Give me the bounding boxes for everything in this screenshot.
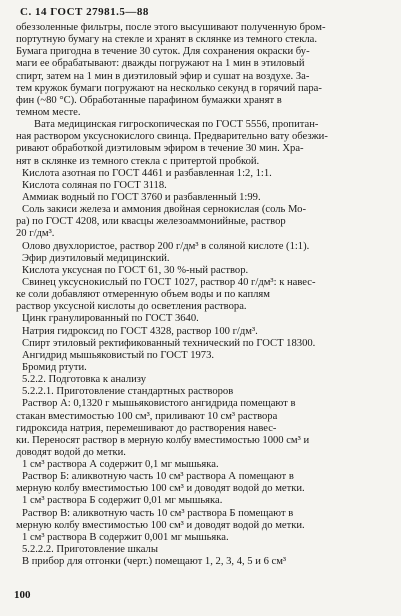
text-line: доводят водой до метки. bbox=[16, 446, 126, 458]
text-line: раствор уксусной кислоты до осветления раствора. bbox=[16, 301, 247, 313]
text-line: спирт, затем на 1 мин в диэтиловый эфир и сушат на воздухе. За- bbox=[16, 70, 310, 82]
text-line: Кислота соляная по ГОСТ 3118. bbox=[22, 179, 167, 191]
document-body bbox=[16, 22, 388, 568]
text-line: 5.2.2. Подготовка к анализу bbox=[22, 374, 147, 386]
text-line: Олово двухлористое, раствор 200 г/дм³ в соляной кислоте (1:1). bbox=[22, 240, 310, 252]
text-line: ривают обработкой диэтиловым эфиром в течение 30 мин. Хра- bbox=[16, 143, 304, 155]
text-line: Спирт этиловый ректификованный технический по ГОСТ 18300. bbox=[22, 337, 316, 349]
text-line: маги ее обрабатывают: дважды погружают на 1 мин в этиловый bbox=[16, 58, 305, 70]
text-line: ная раствором уксуснокислого свинца. Предварительно вату обезжи- bbox=[16, 131, 328, 143]
text-line: мерную колбу вместимостью 100 см³ и доводят водой до метки. bbox=[16, 483, 305, 495]
text-line: 20 г/дм³. bbox=[16, 228, 55, 240]
text-line: Кислота уксусная по ГОСТ 61, 30 %-ный раствор. bbox=[22, 264, 249, 276]
text-line: Аммиак водный по ГОСТ 3760 и разбавленный 1:99. bbox=[22, 191, 261, 203]
text-line: ки. Переносят раствор в мерную колбу вместимостью 1000 см³ и bbox=[16, 434, 310, 446]
text-line: гидроксида натрия, перемешивают до растворения навес- bbox=[16, 422, 277, 434]
text-line: ке соли добавляют отмеренную объем воды и по каплям bbox=[16, 289, 270, 301]
text-line: Натрия гидроксид по ГОСТ 4328, раствор 100 г/дм³. bbox=[22, 325, 258, 337]
text-line: Ангидрид мышьяковистый по ГОСТ 1973. bbox=[22, 349, 215, 361]
text-line: тем кружок бумаги погружают на несколько секунд в горячий пара- bbox=[16, 82, 322, 94]
text-line: Цинк гранулированный по ГОСТ 3640. bbox=[22, 313, 199, 325]
text-line: ра) по ГОСТ 4208, или квасцы железоаммонийные, раствор bbox=[16, 216, 286, 228]
text-line: 5.2.2.2. Приготовление шкалы bbox=[22, 544, 158, 556]
text-line: обеззоленные фильтры, после этого высушивают полученную бром- bbox=[16, 22, 326, 33]
text-line: портутную бумагу на стекле и хранят в склянке из темного стекла. bbox=[16, 34, 318, 46]
text-line: Кислота азотная по ГОСТ 4461 и разбавленная 1:2, 1:1. bbox=[22, 167, 272, 179]
text-line: стакан вместимостью 100 см³, приливают 10 см³ раствора bbox=[16, 410, 278, 422]
text-line: Соль закиси железа и аммония двойная сернокислая (соль Мо- bbox=[22, 204, 306, 216]
text-line: Раствор Б: аликвотную часть 10 см³ раствора А помещают в bbox=[22, 471, 294, 483]
text-line: фин (~80 °С). Обработанные парафином бумажки хранят в bbox=[16, 94, 282, 106]
text-line: нят в склянке из темного стекла с притертой пробкой. bbox=[16, 155, 260, 167]
text-line: 5.2.2.1. Приготовление стандартных растворов bbox=[22, 386, 234, 398]
text-line: Эфир диэтиловый медицинский. bbox=[22, 252, 170, 264]
text-line: мерную колбу вместимостью 100 см³ и доводят водой до метки. bbox=[16, 519, 305, 531]
text-line: 1 см³ раствора В содержит 0,001 мг мышьяка. bbox=[22, 531, 229, 543]
text-line: 1 см³ раствора Б содержит 0,01 мг мышьяка. bbox=[22, 495, 223, 507]
page-header: С. 14 ГОСТ 27981.5—88 bbox=[20, 6, 149, 18]
text-line: В прибор для отгонки (черт.) помещают 1, 2, 3, 4, 5 и 6 см³ bbox=[22, 556, 287, 568]
text-line: Вата медицинская гигроскопическая по ГОСТ 5556, пропитан- bbox=[34, 119, 319, 131]
text-line: темном месте. bbox=[16, 106, 81, 118]
text-line: 1 см³ раствора А содержит 0,1 мг мышьяка. bbox=[22, 459, 219, 471]
page-number: 100 bbox=[14, 589, 31, 601]
text-line: Бумага пригодна в течение 30 суток. Для сохранения окраски бу- bbox=[16, 46, 310, 58]
text-line: Раствор В: аликвотную часть 10 см³ раствора Б помещают в bbox=[22, 507, 294, 519]
text-line: Свинец уксуснокислый по ГОСТ 1027, раствор 40 г/дм³: к навес- bbox=[22, 276, 316, 288]
text-line: Бромид ртути. bbox=[22, 361, 87, 373]
text-line: Раствор А: 0,1320 г мышьяковистого ангидрида помещают в bbox=[22, 398, 296, 410]
